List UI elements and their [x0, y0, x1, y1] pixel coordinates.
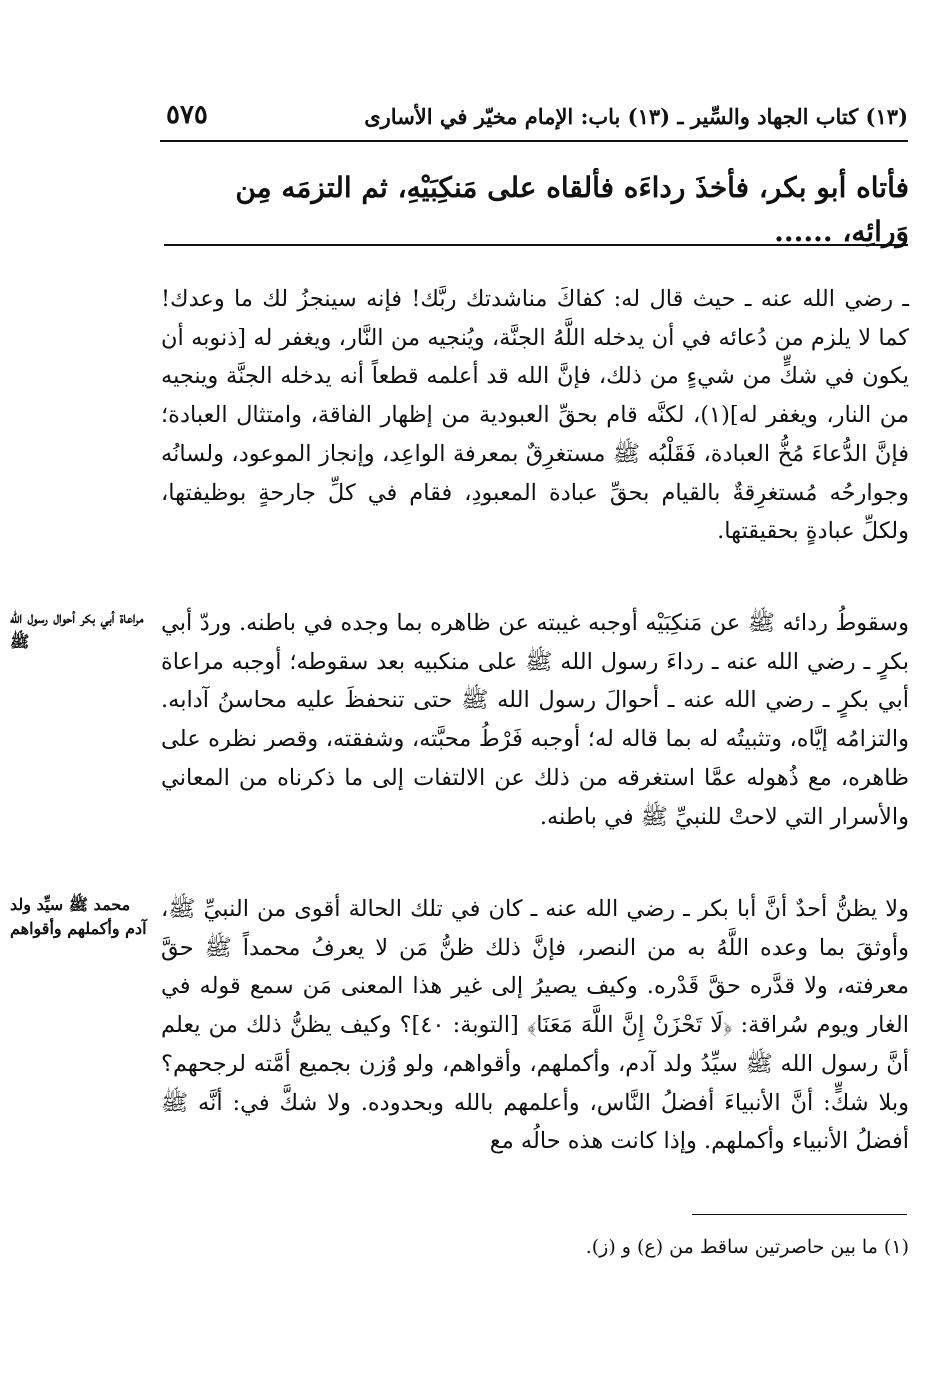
- page-number: ٥٧٥: [166, 100, 208, 130]
- page-header: [160, 100, 908, 142]
- footnote-divider: [692, 1214, 907, 1215]
- commentary-paragraph-1: ـ رضي الله عنه ـ حيث قال له: كفاكَ مناشدتك ربَّك! فإنه سينجزُ لك ما وعدك! كما لا يلزم من دُعائه في أن يدخله اللَّهُ الجنَّة، ويُنجيه من النَّار، ويغفر له [ذنوبه أن يكون في شكٍّ من شيءٍ من ذلك، فإنَّ الله قد أعلمه قطعاً أنه يدخله الجنَّة وينجيه من النار، ويغفر له](١)، لكنَّه قام بحقِّ العبودية من إظهار الفاقة، وامتثال العبادة؛ فإنَّ الدُّعاءَ مُخُّ العبادة، فَقَلْبُه ﷺ مستغرِقٌ بمعرفة الواعِد، وإنجاز الموعود، ولسانُه وجوارحُه مُستغرِقةٌ بالقيام بحقِّ عبادة المعبودِ، فقام في كلِّ جارحةٍ بوظيفتها، ولكلِّ عبادةٍ بحقيقتها.: [161, 286, 909, 545]
- running-header-title: (١٣) كتاب الجهاد والسِّير ـ (١٣) باب: الإمام مخيّر في الأسارى: [364, 104, 908, 129]
- footnote: (١) ما بين حاصرتين ساقط من (ع) و (ز).: [585, 1236, 909, 1258]
- hadith-text-line: فأتاه أبو بكر، فأخذَ رداءَه فألقاه على مَنكِبَيْهِ، ثم التزمَه مِن وَرائِه، ......: [235, 171, 909, 248]
- margin-note-2: محمد ﷺ سيِّد ولد آدم وأكملهم وأقواهم: [10, 895, 147, 938]
- commentary-paragraph-2: وسقوطُ ردائه ﷺ عن مَنكِبَيْه أوجبه غيبته عن ظاهره بما وجده في باطنه. وردّ أبي بكرٍ ـ رضي الله عنه ـ رداءَ رسول الله ﷺ على منكبيه بعد سقوطه؛ أوجبه مراعاة أبي بكرٍ ـ رضي الله عنه ـ أحوالَ رسول الله ﷺ حتى تنحفظَ عليه محاسنُ آدابه. والتزامُه إيَّاه، وتثبيتُه له بما قاله له؛ أوجبه فَرْطُ محبَّته، وشفقته، وقصر نظره على ظاهره، مع ذُهوله عمَّا استغرقه من ذلك عن الالتفات إلى ما ذكرناه من المعاني والأسرار التي لاحتْ للنبيِّ ﷺ في باطنه.: [161, 610, 909, 830]
- section-divider: [164, 244, 908, 246]
- margin-note-1: مراعاة أبي بكر أحوال رسول الله ﷺ: [10, 608, 144, 651]
- commentary-paragraph-3: ولا يظنُّ أحدٌ أنَّ أبا بكر ـ رضي الله عنه ـ كان في تلك الحالة أقوى من النبيِّ ﷺ، وأوثقَ بما وعده اللَّهُ به من النصر، فإنَّ ذلك ظنُّ مَن لا يعرفُ محمداً ﷺ حقَّ معرفته، ولا قدَّره حقَّ قَدْره. وكيف يصيرُ إلى غير هذا المعنى مَن سمع قوله في الغار ويوم سُراقة: ﴿لَا تَحْزَنْ إِنَّ اللَّهَ مَعَنَا﴾ [التوبة: ٤٠]؟ وكيف يظنُّ ذلك من يعلم أنَّ رسول الله ﷺ سيِّدُ ولد آدم، وأكملهم، وأقواهم، ولو وُزن بجميع أمَّته لرجحهم؟ وبلا شكٍّ: أنَّ الأنبياءَ أفضلُ النَّاس، وأعلمهم بالله وبحدوده. ولا شكَّ في: أنَّه ﷺ أفضلُ الأنبياء وأكملهم. وإذا كانت هذه حالُه مع: [161, 896, 909, 1155]
